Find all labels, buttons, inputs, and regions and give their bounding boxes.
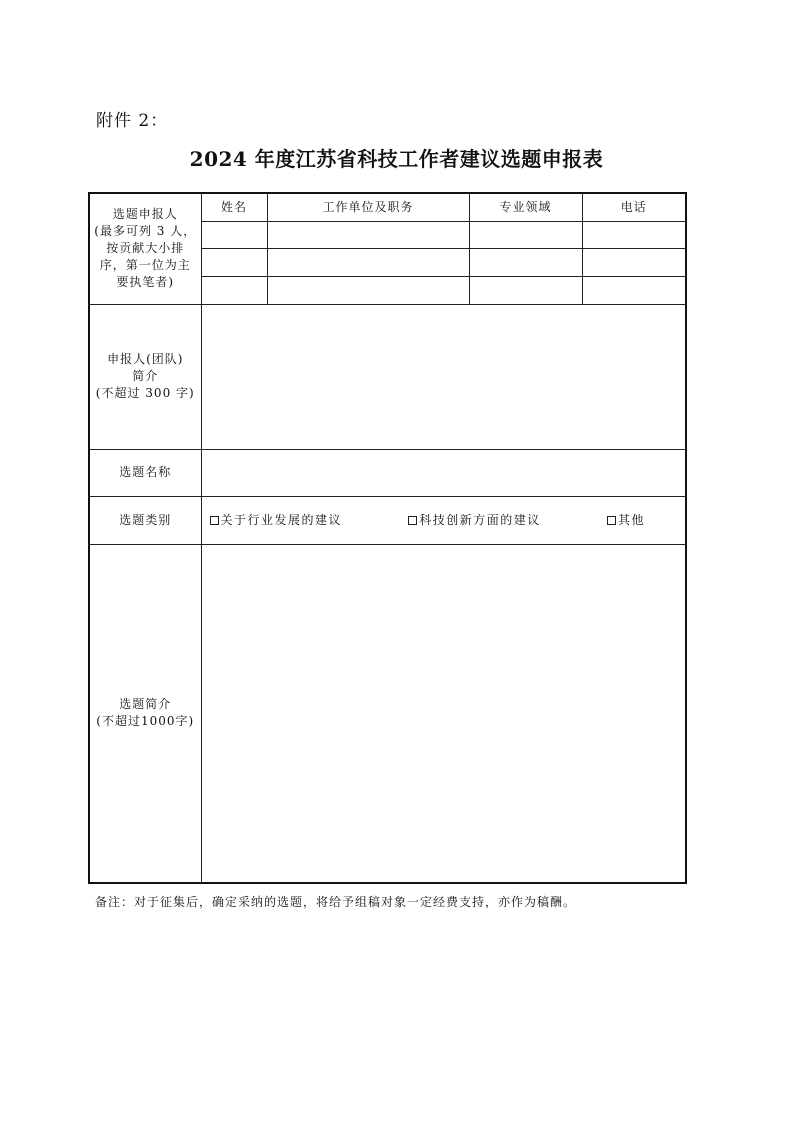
- applicant-2-field-cell[interactable]: [469, 248, 582, 276]
- applicant-3-name-cell[interactable]: [201, 276, 267, 304]
- intro-input-cell[interactable]: [201, 304, 686, 449]
- col-header-field: 专业领域: [469, 193, 582, 221]
- col-header-phone: 电话: [582, 193, 686, 221]
- attachment-label: 附件 2：: [96, 111, 169, 131]
- topic-category-row: [89, 496, 686, 544]
- applicant-3-org-cell[interactable]: [267, 276, 469, 304]
- application-form-table: [88, 192, 687, 884]
- checkbox-icon[interactable]: [408, 516, 417, 525]
- applicant-label: 选题申报人 (最多可列 3 人， 按贡献大小排 序，第一位为主 要执笔者): [89, 193, 201, 304]
- topic-intro-label: 选题简介 (不超过1000字): [89, 544, 201, 883]
- applicant-1-field-cell[interactable]: [469, 221, 582, 248]
- form-title: 2024 年度江苏省科技工作者建议选题申报表: [189, 147, 604, 171]
- applicant-1-phone-cell[interactable]: [582, 221, 686, 248]
- topic-name-label: 选题名称: [89, 449, 201, 496]
- topic-intro-row: [89, 544, 686, 883]
- applicant-3-field-cell[interactable]: [469, 276, 582, 304]
- footnote: 备注：对于征集后，确定采纳的选题，将给予组稿对象一定经费支持，亦作为稿酬。: [95, 895, 577, 909]
- applicant-3-phone-cell[interactable]: [582, 276, 686, 304]
- col-header-name: 姓名: [201, 193, 267, 221]
- category-option-innovation[interactable]: [408, 512, 541, 529]
- category-option-label: 科技创新方面的建议: [419, 512, 541, 527]
- category-option-label: 关于行业发展的建议: [220, 512, 343, 527]
- applicant-header-row: [89, 193, 686, 221]
- category-option-other[interactable]: [607, 512, 645, 529]
- checkbox-icon[interactable]: [607, 516, 616, 525]
- topic-name-row: [89, 449, 686, 496]
- intro-label: 申报人(团队) 简介 (不超过 300 字): [89, 304, 201, 449]
- topic-category-options-cell: [201, 496, 686, 544]
- topic-name-input-cell[interactable]: [201, 449, 686, 496]
- applicant-2-name-cell[interactable]: [201, 248, 267, 276]
- applicant-1-org-cell[interactable]: [267, 221, 469, 248]
- category-option-label: 其他: [617, 512, 645, 527]
- applicant-2-org-cell[interactable]: [267, 248, 469, 276]
- intro-row: [89, 304, 686, 449]
- checkbox-icon[interactable]: [210, 516, 219, 525]
- applicant-2-phone-cell[interactable]: [582, 248, 686, 276]
- topic-intro-input-cell[interactable]: [201, 544, 686, 883]
- applicant-1-name-cell[interactable]: [201, 221, 267, 248]
- topic-category-label: 选题类别: [89, 496, 201, 544]
- col-header-org-position: 工作单位及职务: [267, 193, 469, 221]
- category-option-industry[interactable]: [210, 512, 343, 529]
